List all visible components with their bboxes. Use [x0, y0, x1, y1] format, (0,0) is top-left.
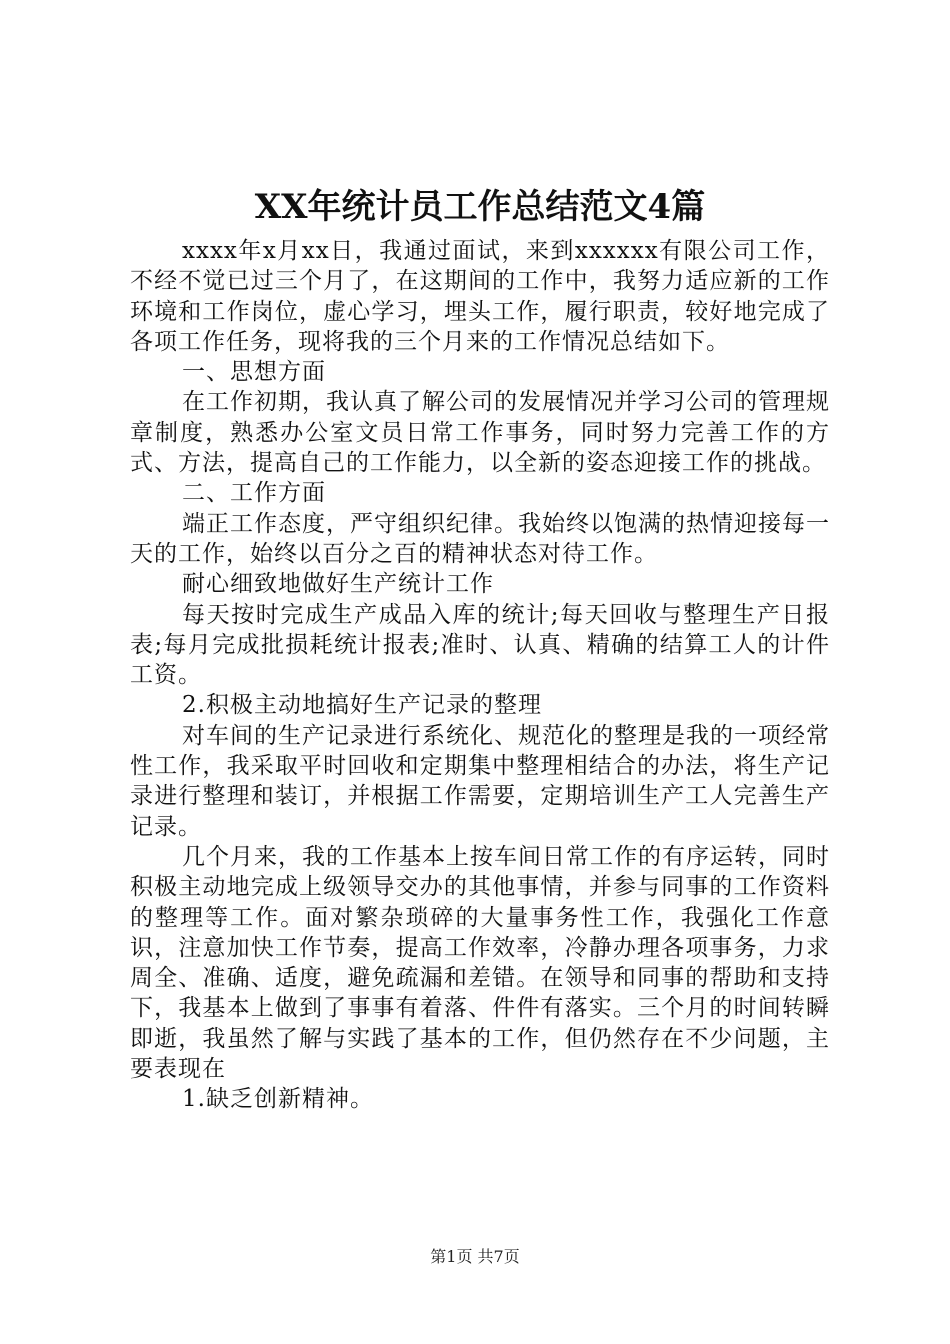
document-title: XX年统计员工作总结范文4篇	[254, 187, 706, 227]
intro-paragraph: xxxx年x月xx日，我通过面试，来到xxxxxx有限公司工作，不经不觉已过三个月了，在这期间的工作中，我努力适应新的工作环境和工作岗位，虚心学习，埋头工作，履行职责，较好地完成了各项工作任务，现将我的三个月来的工作情况总结如下。	[130, 238, 830, 355]
subheading-statistics: 耐心细致地做好生产统计工作	[182, 571, 494, 598]
work-attitude-paragraph: 端正工作态度，严守组织纪律。我始终以饱满的热情迎接每一天的工作，始终以百分之百的精神状态对待工作。	[130, 510, 830, 567]
document-body	[130, 236, 830, 1115]
records-paragraph: 对车间的生产记录进行系统化、规范化的整理是我的一项经常性工作，我采取平时回收和定期集中整理相结合的办法，将生产记录进行整理和装订，并根据工作需要，定期培训生产工人完善生产记录。	[130, 722, 830, 840]
summary-paragraph: 几个月来，我的工作基本上按车间日常工作的有序运转，同时积极主动地完成上级领导交办的其他事情，并参与同事的工作资料的整理等工作。面对繁杂琐碎的大量事务性工作，我强化工作意识，注意加快工作节奏，提高工作效率，冷静办理各项事务，力求周全、准确、适度，避免疏漏和差错。在领导和同事的帮助和支持下，我基本上做到了事事有着落、件件有落实。三个月的时间转瞬即逝，我虽然了解与实践了基本的工作，但仍然存在不少问题，主要表现在	[130, 843, 830, 1083]
problem-item-1: 1.缺乏创新精神。	[182, 1086, 374, 1113]
page-footer: 第1页 共7页	[430, 1247, 520, 1266]
statistics-paragraph: 每天按时完成生产成品入库的统计;每天回收与整理生产日报表;每月完成批损耗统计报表;准时、认真、精确的结算工人的计件工资。	[130, 601, 830, 689]
section-heading-thinking: 一、思想方面	[182, 359, 326, 386]
section-heading-work: 二、工作方面	[182, 480, 326, 507]
subheading-records: 2.积极主动地搞好生产记录的整理	[182, 692, 542, 719]
thinking-paragraph: 在工作初期，我认真了解公司的发展情况并学习公司的管理规章制度，熟悉办公室文员日常工作事务，同时努力完善工作的方式、方法，提高自己的工作能力，以全新的姿态迎接工作的挑战。	[130, 389, 830, 477]
